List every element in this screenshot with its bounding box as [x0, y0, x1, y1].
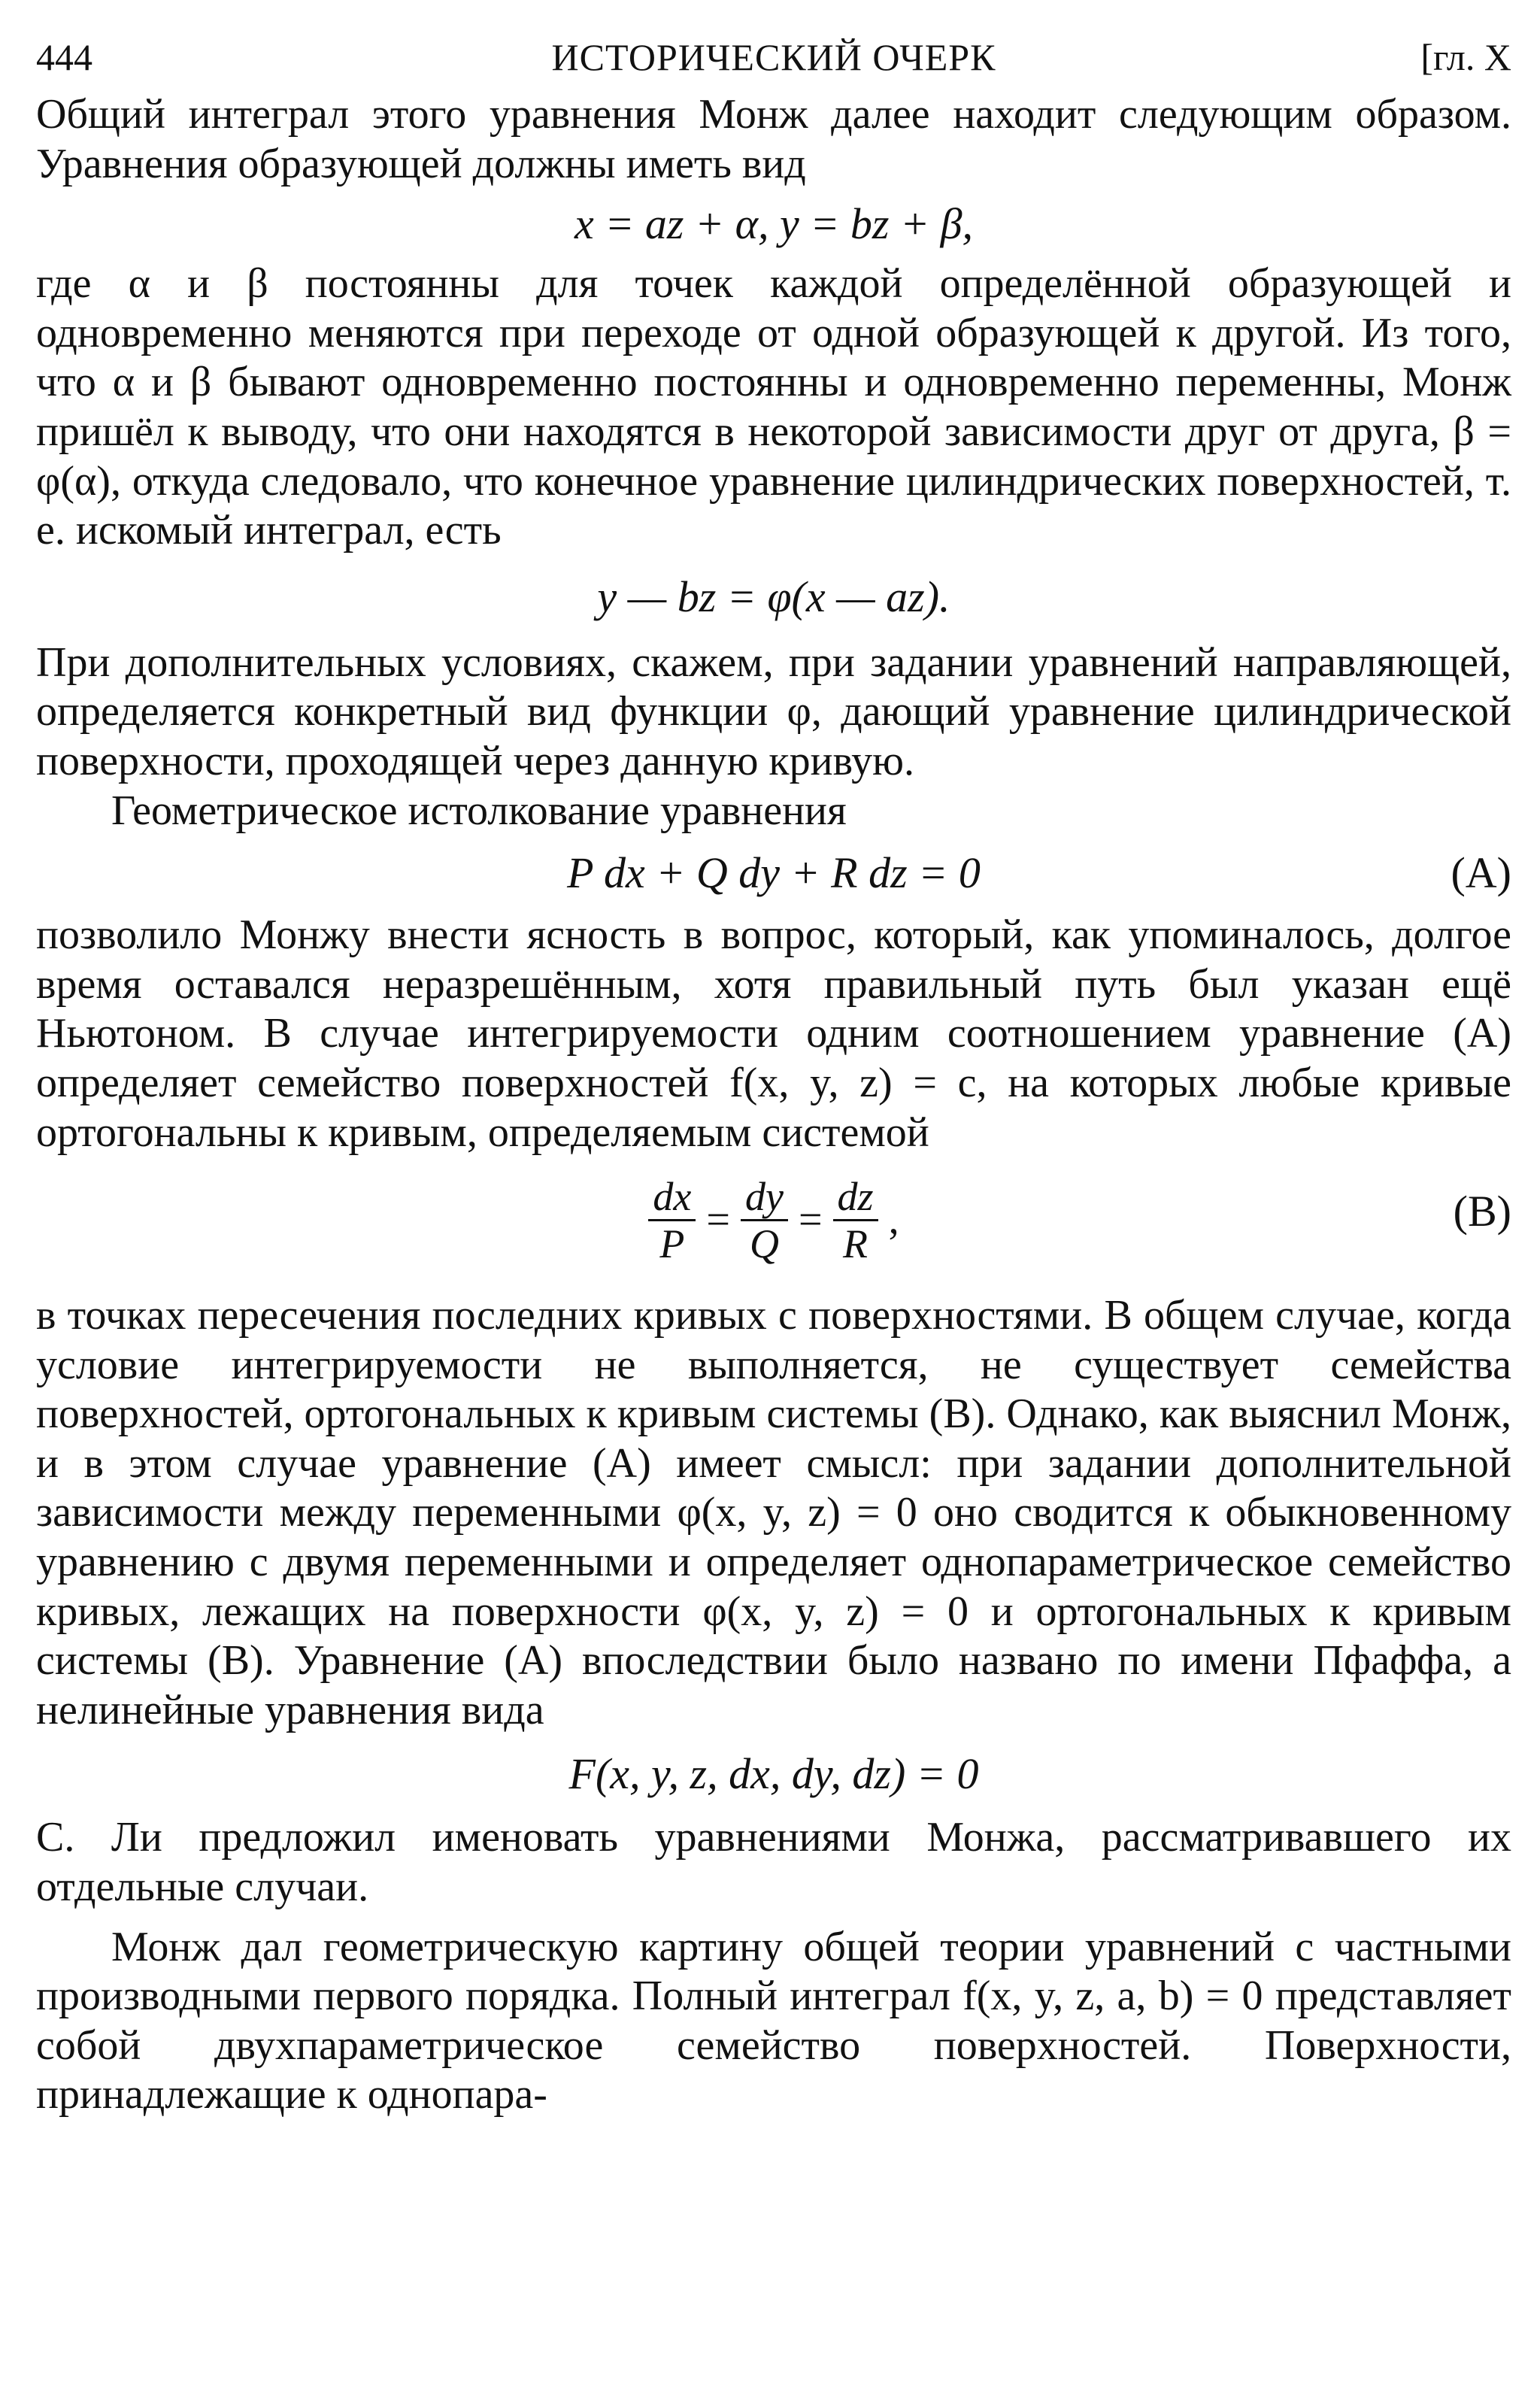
book-page: [36, 30, 1511, 2120]
equals-sign: =: [798, 1196, 823, 1244]
chapter-label: [гл. X: [1420, 36, 1511, 78]
fraction-dy-q: [741, 1174, 788, 1266]
equation-a: [36, 836, 1511, 911]
fraction-denominator: R: [843, 1221, 869, 1266]
equation-b-fractions: [36, 1163, 1511, 1276]
paragraph-8: Монж дал геометрическую картину общей теории уравнений с частными производными первого порядка. Полный интеграл f(x, y, z, a, b) = 0 представляет собой двухпараметрическое семейство поверхностей. Поверхности, принадлежащие к однопара-: [36, 1923, 1511, 2118]
comma: ,: [888, 1196, 899, 1244]
fraction-numerator: dx: [648, 1174, 696, 1221]
equation-generatrix-text: x = az + α, y = bz + β,: [574, 199, 973, 249]
paragraph-4: Геометрическое истолкование уравнения: [111, 787, 847, 834]
equation-b: [36, 1157, 1511, 1291]
fraction-denominator: Q: [749, 1221, 779, 1266]
page-header: [36, 30, 1511, 84]
equation-cylinder-text: y — bz = φ(x — az).: [597, 572, 950, 621]
equals-sign: =: [706, 1196, 730, 1244]
equation-a-text: P dx + Q dy + R dz = 0: [567, 848, 981, 898]
equation-monge: [36, 1735, 1511, 1813]
paragraph-6: в точках пересечения последних кривых с поверхностями. В общем случае, когда условие интегрируемости не выполняется, не существует семейства поверхностей, ортогональных к кривым системы (B). Однако, как выяснил Монж, и в этом случае уравнение (A) имеет смысл: при задании дополнительной зависимости между переменными φ(x, y, z) = 0 оно сводится к обыкновенному уравнению с двумя переменными и определяет однопараметрическое семейство кривых, лежащих на поверхности φ(x, y, z) = 0 и ортогональных к кривым системы (B). Уравнение (A) впоследствии было названо по имени Пфаффа, а нелинейные уравнения вида: [36, 1292, 1511, 1733]
paragraph-3: При дополнительных условиях, скажем, при задании уравнений направляющей, определяется конкретный вид функции φ, дающий уравнение цилиндрической поверхности, проходящей через данную кривую.: [36, 638, 1511, 784]
paragraph-2: где α и β постоянны для точек каждой определённой образующей и одновременно меняются при переходе от одной образующей к другой. Из того, что α и β бывают одновременно постоянны и одновременно переменны, Монж пришёл к выводу, что они находятся в некоторой зависимости друг от друга, β = φ(α), откуда следовало, что конечное уравнение цилиндрических поверхностей, т. е. искомый интеграл, есть: [36, 260, 1511, 554]
equation-cylinder: [36, 556, 1511, 638]
fraction-dz-r: [833, 1174, 878, 1266]
running-title: ИСТОРИЧЕСКИЙ ОЧЕРК: [551, 36, 996, 78]
paragraph-1: Общий интеграл этого уравнения Монж далее находит следующим образом. Уравнения образующей должны иметь вид: [36, 91, 1511, 187]
paragraph-7: С. Ли предложил именовать уравнениями Монжа, рассматривавшего их отдельные случаи.: [36, 1814, 1511, 1911]
fraction-numerator: dz: [833, 1174, 878, 1221]
fraction-dx-p: [648, 1174, 696, 1266]
fraction-numerator: dy: [741, 1174, 788, 1221]
fraction-denominator: P: [659, 1221, 685, 1266]
equation-generatrix: [36, 189, 1511, 259]
equation-monge-text: F(x, y, z, dx, dy, dz) = 0: [568, 1749, 979, 1799]
equation-a-tag: (A): [1451, 848, 1511, 898]
page-number: 444: [36, 36, 92, 78]
paragraph-5: позволило Монжу внести ясность в вопрос, который, как упоминалось, долгое время оставался неразрешённым, хотя правильный путь был указан ещё Ньютоном. В случае интегрируемости одним соотношением уравнение (A) определяет семейство поверхностей f(x, y, z) = c, на которых любые кривые ортогональны к кривым, определяемым системой: [36, 911, 1511, 1156]
equation-b-tag: (B): [1453, 1187, 1511, 1236]
